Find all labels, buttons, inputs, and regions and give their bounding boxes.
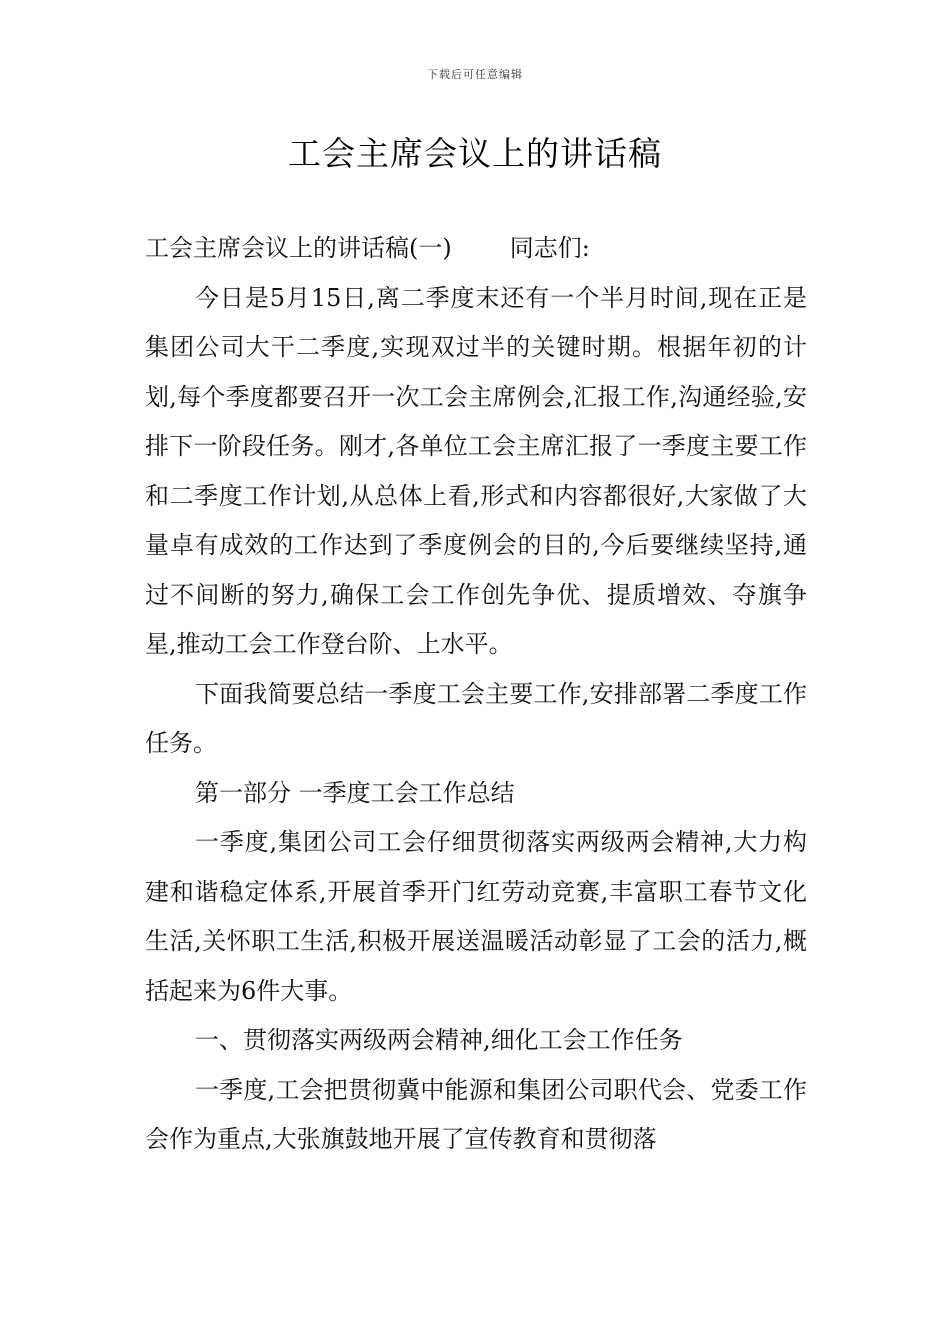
paragraph-1: 今日是5月15日,离二季度末还有一个半月时间,现在正是集团公司大干二季度,实现双过半的关键时期。根据年初的计划,每个季度都要召开一次工会主席例会,汇报工作,沟通经验,安排下一阶段任务。刚才,各单位工会主席汇报了一季度主要工作和二季度工作计划,从总体上看,形式和内容都很好,大家做了大量卓有成效的工作达到了季度例会的目的,今后要继续坚持,通过不间断的努力,确保工会工作创先争优、提质增效、夺旗争星,推动工会工作登台阶、上水平。 <box>145 283 807 658</box>
paragraph-2: 下面我简要总结一季度工会主要工作,安排部署二季度工作任务。 <box>145 679 807 757</box>
header-note: 下载后可任意编辑 <box>427 68 523 81</box>
opening-line <box>145 224 807 274</box>
document-title: 工会主席会议上的讲话稿 <box>288 134 662 173</box>
salutation: 同志们: <box>509 234 590 262</box>
paragraph-4: 一季度,工会把贯彻冀中能源和集团公司职代会、党委工作会作为重点,大张旗鼓地开展了宣传教育和贯彻落 <box>145 1075 807 1153</box>
opening-subtitle: 工会主席会议上的讲话稿(一) <box>145 234 452 262</box>
document-body <box>145 224 807 1165</box>
section-heading-part-one: 第一部分 一季度工会工作总结 <box>195 778 515 807</box>
subsection-heading-one: 一、贯彻落实两级两会精神,细化工会工作任务 <box>195 1026 683 1054</box>
paragraph-3: 一季度,集团公司工会仔细贯彻落实两级两会精神,大力构建和谐稳定体系,开展首季开门红劳动竞赛,丰富职工春节文化生活,关怀职工生活,积极开展送温暖活动彰显了工会的活力,概括起来为6件大事。 <box>145 828 807 1005</box>
